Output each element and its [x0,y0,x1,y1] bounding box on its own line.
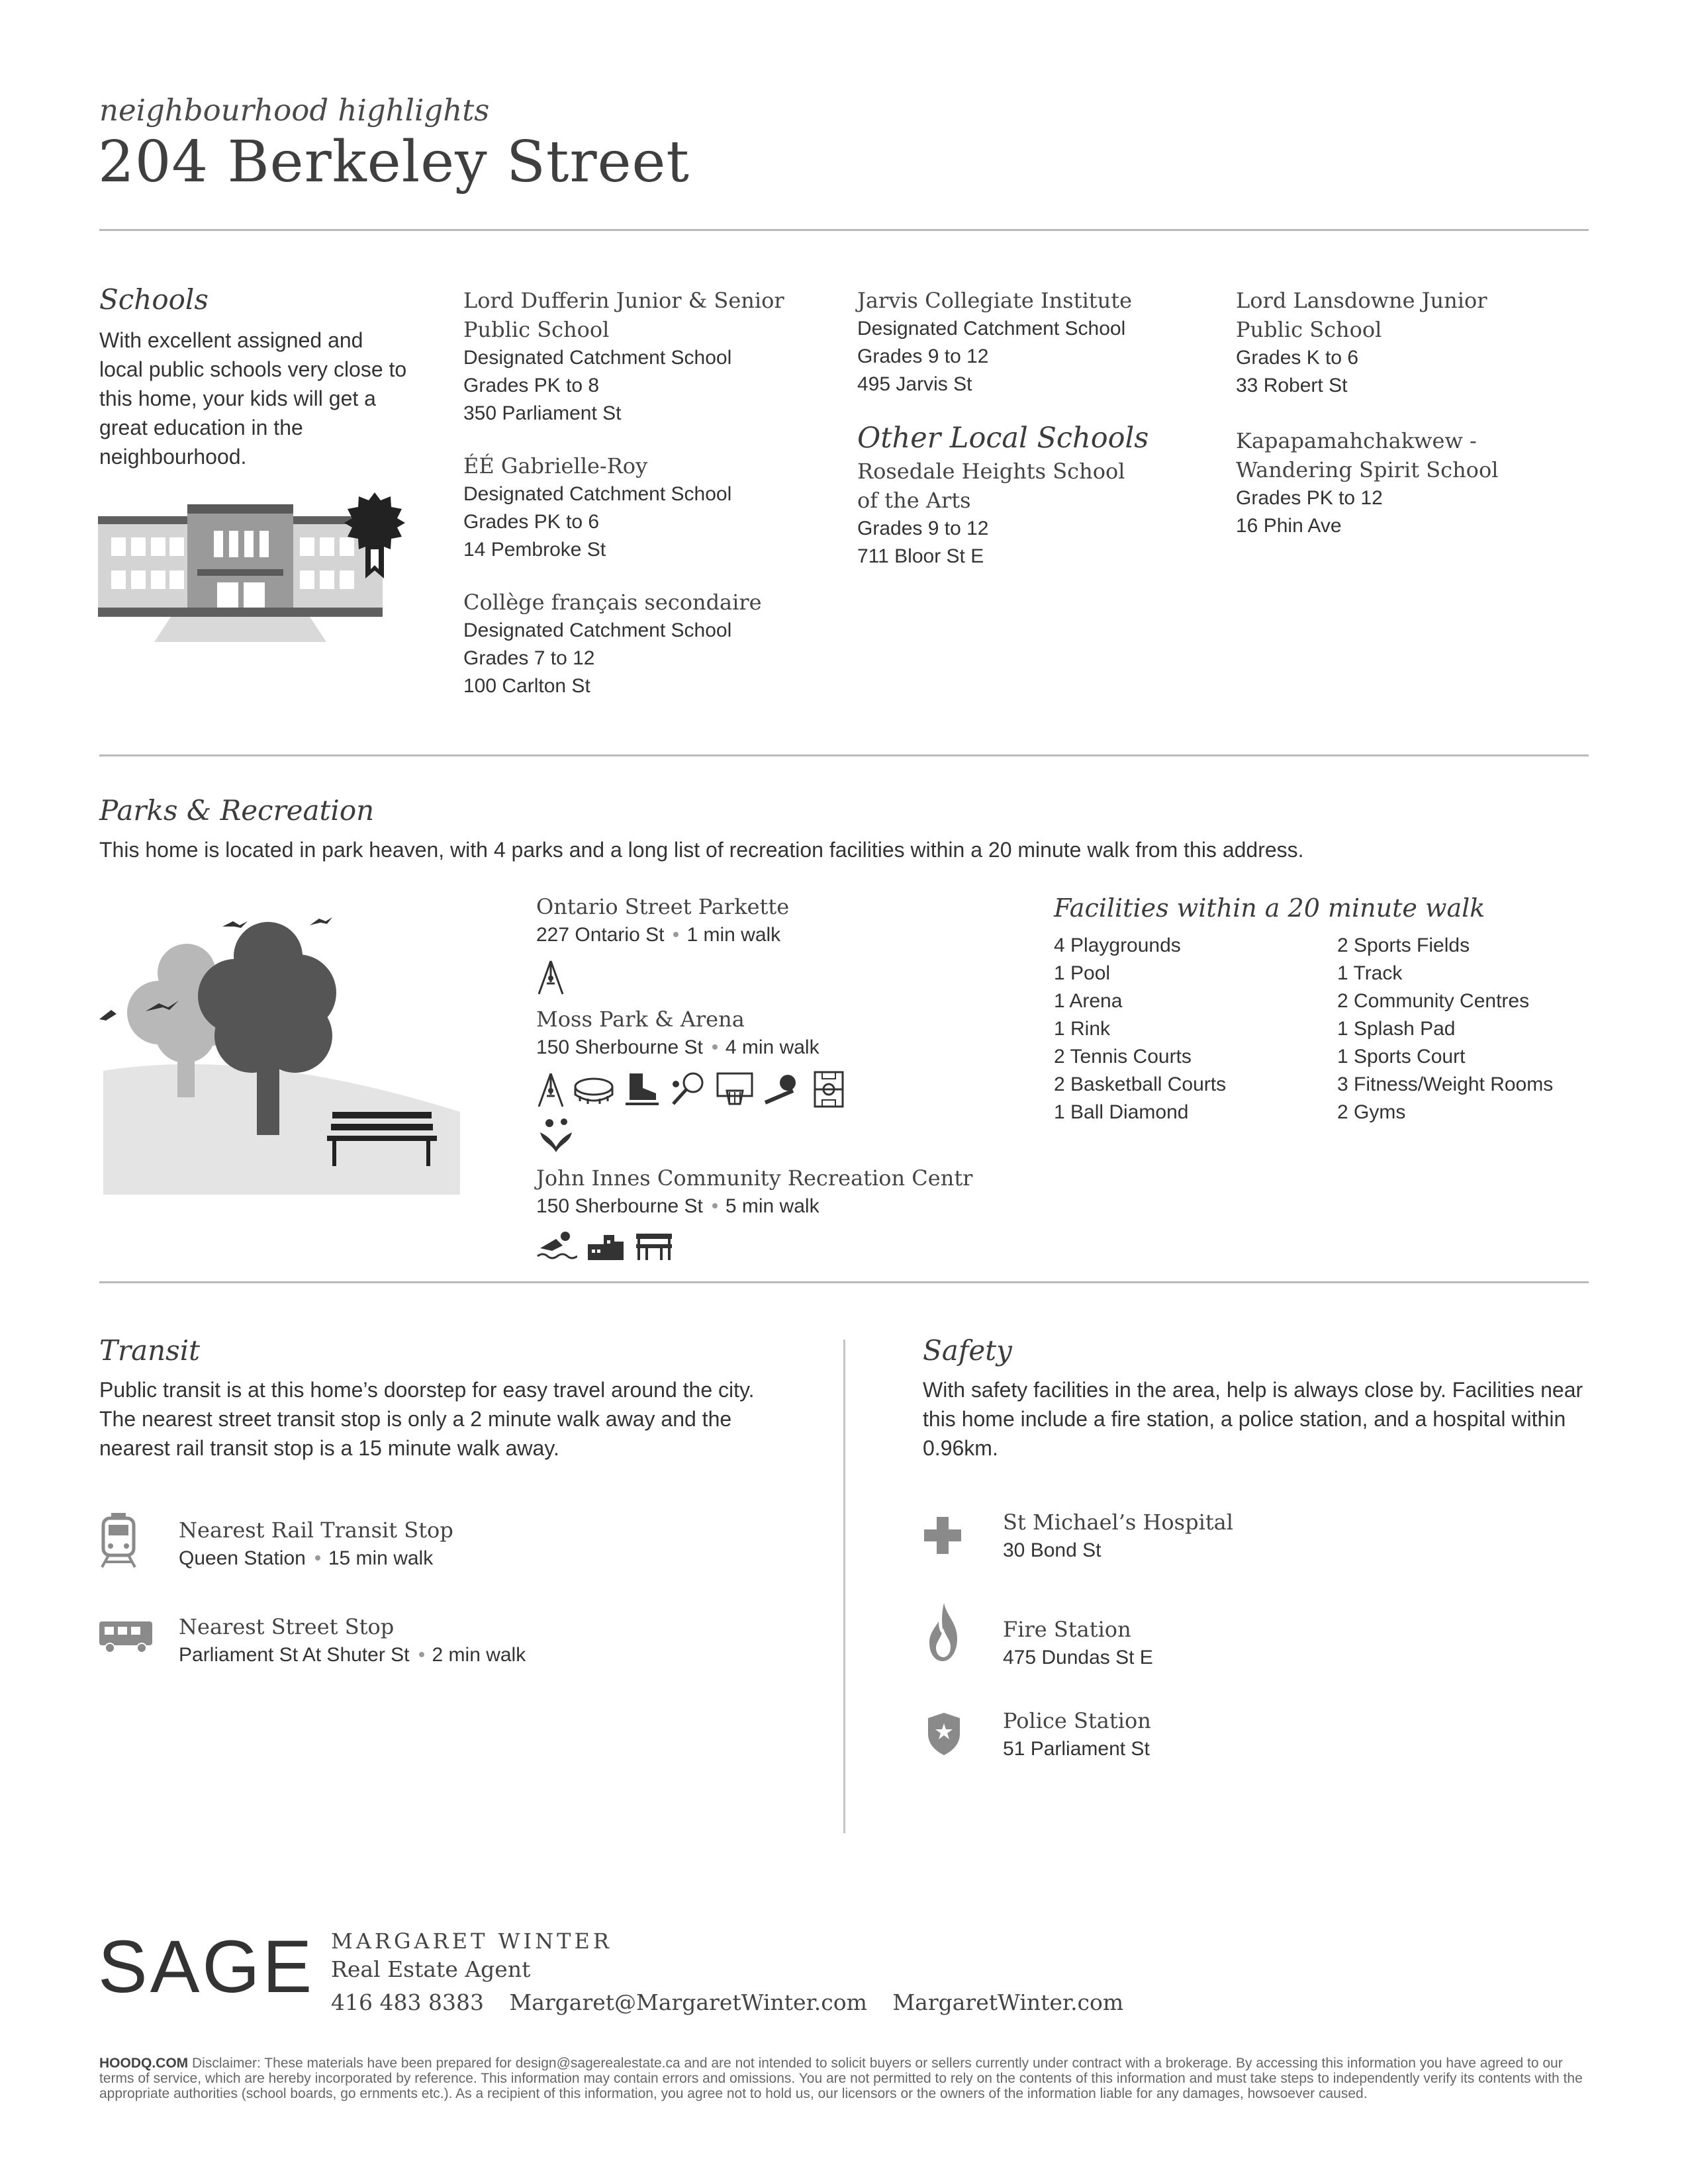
school-grades: Grades 9 to 12 [857,345,989,367]
school-address: 16 Phin Ave [1236,515,1342,537]
fitness-icon [633,1230,675,1261]
school-item [1236,426,1534,540]
column-divider [843,1340,845,1833]
safety-item [1003,1615,1153,1672]
facility-item: 2 Gyms [1337,1101,1406,1123]
playground-icon [536,958,565,995]
safety-item [1003,1706,1151,1763]
facility-item: 2 Tennis Courts [1054,1046,1192,1068]
rail-stop [179,1516,453,1572]
bus-icon [98,1620,154,1655]
facility-item: 2 Community Centres [1337,990,1530,1012]
agent-role: Real Estate Agent [331,1956,531,1982]
rail-stop-walk: 15 min walk [328,1547,434,1569]
playground-icon [536,1071,565,1108]
park-walk: 4 min walk [725,1036,820,1058]
park-address: 150 Sherbourne St [536,1195,703,1217]
park-name: Ontario Street Parkette [536,894,790,919]
school-name: ÉÉ Gabrielle-Roy [463,453,648,478]
disclaimer-brand: HOODQ.COM [99,2056,189,2071]
train-icon [99,1512,138,1569]
disclaimer-text: Disclaimer: These materials have been prepared for design@sagerealestate.ca and are not intended to solicit buyers or sellers currently under contract with a brokerage. By accessing this information you have agreed to our terms of service, which are hereby incorporated by reference. This information may contain errors and omissions. You are not permitted to rely on the contents of this information and must take steps to independently verify its contents with the appropriate authorities (school boards, go ernments etc.). As a recipient of this information, you agree not to hold us, our licensors or the owners of the information liable for any damages, howsoever caused. [99,2056,1583,2101]
school-designation: Designated Catchment School [463,619,732,641]
facility-item: 1 Sports Court [1337,1046,1466,1068]
school-name: Lord Lansdowne Junior Public School [1236,288,1487,342]
agent-website[interactable]: MargaretWinter.com [892,1989,1124,2015]
school-address: 350 Parliament St [463,402,622,424]
section-title-safety: Safety [923,1334,1012,1367]
separator-dot [712,1044,718,1050]
park-name: Moss Park & Arena [536,1007,745,1032]
street-stop-name: Parliament St At Shuter St [179,1644,410,1666]
school-grades: Grades 7 to 12 [463,647,595,669]
school-address: 495 Jarvis St [857,373,972,395]
safety-item-name: Fire Station [1003,1617,1131,1642]
facility-icons [536,1230,1000,1265]
hospital-icon [923,1516,962,1555]
school-name: Rosedale Heights School of the Arts [857,459,1125,513]
facility-icons [536,958,1000,995]
divider [99,1281,1589,1283]
disclaimer [99,2056,1589,2101]
splash-pad-icon [536,1116,576,1154]
facility-icons [536,1071,880,1157]
park-walk: 1 min walk [686,924,781,946]
school-item [857,286,1201,398]
tennis-icon [669,1071,706,1108]
agent-name: MARGARET WINTER [331,1929,612,1954]
divider [99,229,1589,231]
separator-dot [419,1652,424,1657]
facility-item: 1 Ball Diamond [1054,1101,1189,1123]
facilities-list-right [1337,932,1589,1126]
park-item [536,1005,1000,1157]
separator-dot [673,932,679,937]
divider [99,754,1589,756]
park-item [536,892,1000,995]
parks-description: This home is located in park heaven, with 4 parks and a long list of recreation facilities within a 20 minute walk from this address. [99,838,1304,862]
safety-item-address: 51 Parliament St [1003,1738,1150,1760]
school-designation: Designated Catchment School [857,318,1126,340]
safety-description: With safety facilities in the area, help is always close by. Facilities near this home include a fire station, a police station, and a hospital within 0.96km. [923,1378,1583,1460]
park-walk: 5 min walk [725,1195,820,1217]
facility-item: 2 Sports Fields [1337,934,1470,956]
police-shield-icon [925,1711,962,1756]
sports-field-icon [811,1071,847,1108]
school-name: Collège français secondaire [463,590,762,615]
safety-item-address: 475 Dundas St E [1003,1647,1153,1668]
school-item [1236,286,1534,400]
school-illustration [98,490,409,642]
school-address: 100 Carlton St [463,675,590,697]
school-designation: Designated Catchment School [463,483,732,505]
agent-phone[interactable]: 416 483 8383 [331,1989,484,2015]
street-stop-walk: 2 min walk [432,1644,526,1666]
basketball-icon [715,1071,755,1108]
school-grades: Grades PK to 12 [1236,487,1383,509]
separator-dot [712,1203,718,1208]
facility-item: 1 Arena [1054,990,1123,1012]
street-stop [179,1612,526,1669]
school-grades: Grades K to 6 [1236,347,1359,369]
safety-item-name: Police Station [1003,1708,1151,1733]
park-item [536,1163,1000,1265]
school-name: Lord Dufferin Junior & Senior Public School [463,288,784,342]
schools-description: With excellent assigned and local public schools very close to this home, your kids will get a great education in the neighbourhood. [99,328,407,469]
parks-list [536,892,1000,1265]
park-name: John Innes Community Recreation Centr [536,1165,973,1191]
park-address: 227 Ontario St [536,924,665,946]
other-schools-title: Other Local Schools [857,422,1149,455]
street-stop-label: Nearest Street Stop [179,1614,395,1639]
school-address: 14 Pembroke St [463,539,606,561]
facilities-title: Facilities within a 20 minute walk [1054,893,1485,923]
park-illustration [99,913,470,1198]
ball-diamond-icon [763,1071,802,1108]
fire-icon [927,1602,960,1662]
school-grades: Grades 9 to 12 [857,518,989,539]
facility-item: 2 Basketball Courts [1054,1073,1227,1095]
skate-icon [623,1071,661,1108]
rail-stop-label: Nearest Rail Transit Stop [179,1518,453,1543]
school-grades: Grades PK to 6 [463,511,600,533]
rail-stop-name: Queen Station [179,1547,306,1569]
facility-item: 1 Pool [1054,962,1111,984]
school-name: Kapapamahchakwew - Wandering Spirit School [1236,428,1499,482]
safety-item [1003,1508,1233,1565]
facility-item: 4 Playgrounds [1054,934,1181,956]
facility-item: 1 Splash Pad [1337,1018,1456,1040]
school-address: 33 Robert St [1236,375,1348,396]
pool-icon [536,1230,577,1261]
park-address: 150 Sherbourne St [536,1036,703,1058]
schools-column-1 [463,286,794,700]
schools-column-2 [857,286,1201,570]
separator-dot [315,1555,320,1561]
school-name: Jarvis Collegiate Institute [857,288,1133,313]
school-item [463,588,794,700]
brand-logo: SAGE [98,1925,315,2008]
school-designation: Designated Catchment School [463,347,732,369]
transit-description: Public transit is at this home’s doorstep for easy travel around the city. The nearest street transit stop is only a 2 minute walk away and the nearest rail transit stop is a 15 minute walk away. [99,1378,755,1460]
schools-column-3 [1236,286,1534,540]
facility-item: 1 Rink [1054,1018,1111,1040]
page-title: 204 Berkeley Street [98,129,690,195]
facility-item: 1 Track [1337,962,1403,984]
school-grades: Grades PK to 8 [463,375,600,396]
community-centre-icon [585,1230,625,1261]
section-title-transit: Transit [99,1334,201,1367]
page-kicker: neighbourhood highlights [99,93,490,128]
safety-item-address: 30 Bond St [1003,1539,1102,1561]
section-title-parks: Parks & Recreation [99,794,375,827]
facility-item: 3 Fitness/Weight Rooms [1337,1073,1554,1095]
school-item [463,286,794,428]
facilities-list-left [1054,932,1332,1126]
safety-item-name: St Michael’s Hospital [1003,1510,1233,1535]
agent-email[interactable]: Margaret@MargaretWinter.com [509,1989,867,2015]
school-item [463,451,794,564]
school-item [857,457,1201,570]
arena-icon [573,1071,614,1108]
agent-contact [331,1989,1142,2015]
section-title-schools: Schools [99,283,209,316]
school-address: 711 Bloor St E [857,545,984,567]
